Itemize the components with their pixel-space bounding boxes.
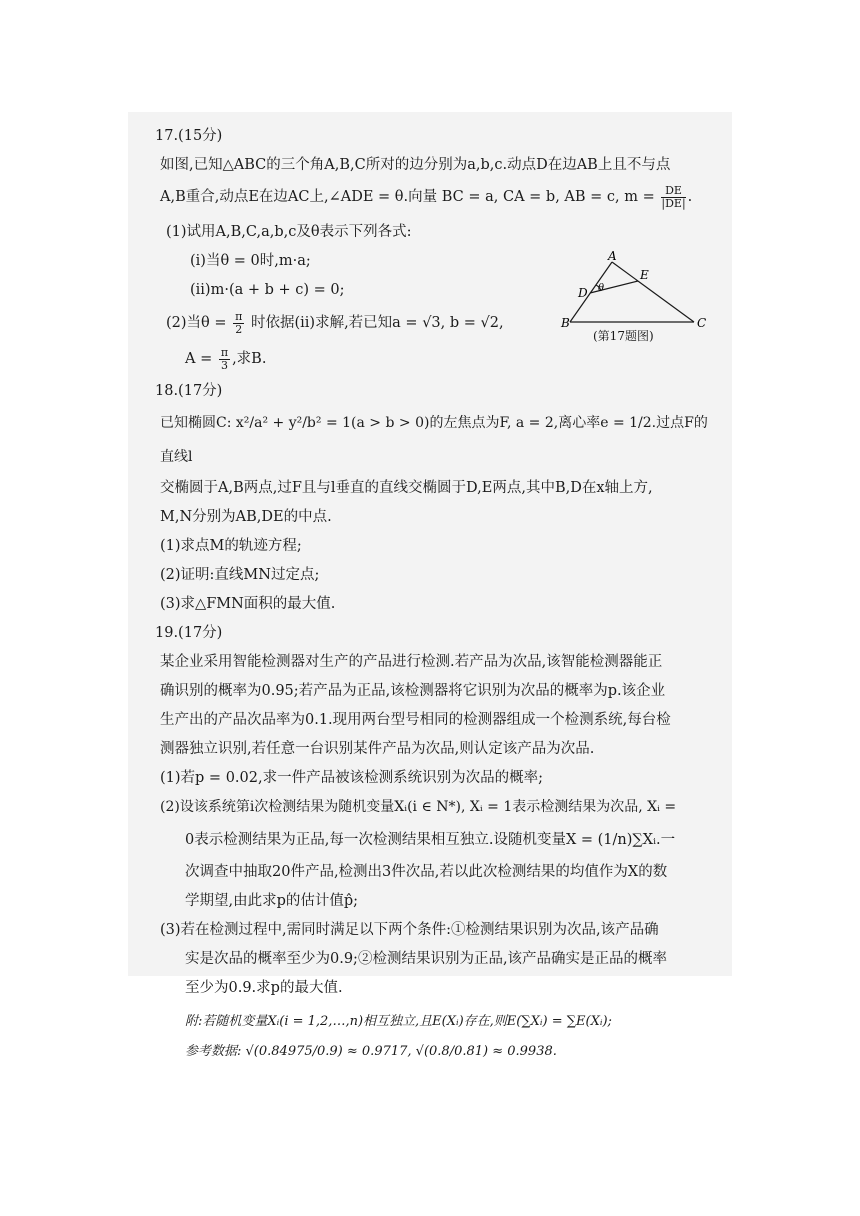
segment-AC — [612, 262, 694, 322]
q17-part-2a: (2)当θ = — [166, 315, 227, 331]
q17-a-den: 3 — [220, 358, 228, 372]
label-C: C — [697, 316, 707, 330]
segment-AB — [570, 262, 612, 322]
q17-line-1: 如图,已知△ABC的三个角A,B,C所对的边分别为a,b,c.动点D在边AB上且不与点 — [160, 157, 671, 173]
q19-part-3-l3: 至少为0.9.求p的最大值. — [185, 980, 343, 996]
label-theta: θ — [598, 283, 605, 294]
label-E: E — [640, 268, 649, 282]
q17-a-num: π — [220, 345, 229, 359]
q18-header: 18.(17分) — [155, 383, 223, 399]
q17-figure-caption: (第17题图) — [593, 329, 654, 343]
q19-part-1: (1)若p = 0.02,求一件产品被该检测系统识别为次品的概率; — [160, 770, 543, 786]
q17-part-1-i: (ⅰ)当θ = 0时,m·a; — [190, 253, 311, 269]
q18-line-3: M,N分别为AB,DE的中点. — [160, 509, 332, 525]
q19-part-2: (2)设该系统第i次检测结果为随机变量Xᵢ(i ∈ N*), Xᵢ = 1表示检测结果为次品, Xᵢ = — [160, 799, 677, 815]
q19-line-4: 测器独立识别,若任意一台识别某件产品为次品,则认定该产品为次品. — [160, 741, 595, 757]
q19-part-2-l4: 学期望,由此求p的估计值p̂; — [185, 893, 359, 909]
q18-part-1: (1)求点M的轨迹方程; — [160, 538, 302, 554]
q19-header: 19.(17分) — [155, 625, 223, 641]
q17-line-2 — [160, 180, 720, 214]
q17-header: 17.(15分) — [155, 128, 223, 144]
q17-part-1-ii: (ⅱ)m·(a + b + c) = 0; — [190, 282, 345, 298]
q17-unit-vector-fraction — [661, 185, 685, 210]
q18-line-1: 已知椭圆C: x²/a² + y²/b² = 1(a > b > 0)的左焦点为F, a = 2,离心率e = 1/2.过点F的直线l — [160, 415, 708, 465]
q17-A-eq: A = — [185, 351, 213, 367]
q19-line-2: 确识别的概率为0.95;若产品为正品,该检测器将它识别为次品的概率为p.该企业 — [160, 683, 666, 699]
q19-part-3: (3)若在检测过程中,需同时满足以下两个条件:①检测结果识别为次品,该产品确 — [160, 922, 659, 938]
q17-line-2a: A,B重合,动点E在边AC上,∠ADE = θ.向量 BC = a, CA = b, AB = c, m = — [160, 189, 655, 205]
q18-line-2: 交椭圆于A,B两点,过F且与l垂直的直线交椭圆于D,E两点,其中B,D在x轴上方, — [160, 480, 653, 496]
q19-part-2-l2: 0表示检测结果为正品,每一次检测结果相互独立.设随机变量X = (1/n)∑Xᵢ.一 — [185, 832, 676, 848]
label-B: B — [561, 316, 570, 330]
q17-pi-over-2 — [233, 311, 244, 336]
label-D: D — [578, 286, 588, 300]
q17-pi-num: π — [235, 309, 243, 323]
q17-part-1: (1)试用A,B,C,a,b,c及θ表示下列各式: — [166, 224, 412, 240]
q17-frac-num: DE — [661, 185, 685, 198]
q19-part-3-l2: 实是次品的概率至少为0.9;②检测结果识别为正品,该产品确实是正品的概率 — [185, 951, 668, 967]
q17-frac-den: |DE| — [661, 196, 686, 210]
q19-part-2-l3: 次调查中抽取20件产品,检测出3件次品,若以此次检测结果的均值作为X的数 — [185, 864, 668, 880]
q19-line-3: 生产出的产品次品率为0.1.现用两台型号相同的检测器组成一个检测系统,每台检 — [160, 712, 671, 728]
q17-pi-den: 2 — [235, 322, 243, 336]
q17-find-B: ,求B. — [232, 351, 267, 367]
q19-line-1: 某企业采用智能检测器对生产的产品进行检测.若产品为次品,该智能检测器能正 — [160, 654, 663, 670]
q17-part-2-cont — [160, 341, 720, 377]
q17-pi-over-3 — [219, 347, 230, 372]
q19-appendix-note: 附:若随机变量Xᵢ(i = 1,2,…,n)相互独立,且E(Xᵢ)存在,则E(∑Xᵢ) = ∑E(Xᵢ); — [185, 1014, 612, 1029]
q18-part-3: (3)求△FMN面积的最大值. — [160, 596, 336, 612]
q19-reference-data: 参考数据: √(0.84975/0.9) ≈ 0.9717, √(0.8/0.81) ≈ 0.9938. — [185, 1044, 557, 1059]
q17-line-2b: . — [687, 189, 693, 205]
q18-part-2: (2)证明:直线MN过定点; — [160, 567, 320, 583]
label-A: A — [608, 249, 617, 263]
q17-part-2b: 时依据(ⅱ)求解,若已知a = √3, b = √2, — [250, 315, 504, 331]
